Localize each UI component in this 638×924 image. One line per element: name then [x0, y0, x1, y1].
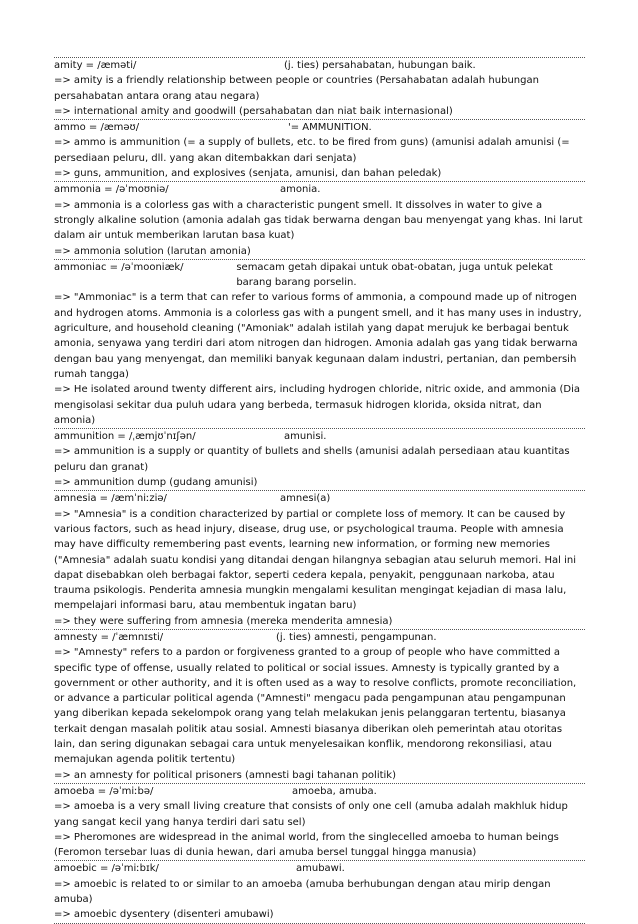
entry-meaning: amonia. — [280, 184, 321, 196]
entry-headword-line — [54, 120, 585, 135]
entry-term: ammonia = /əˈmoʊniə/ — [54, 184, 169, 196]
dictionary-entry — [54, 783, 585, 860]
dictionary-entry — [54, 181, 585, 258]
entry-meaning: (j. ties) amnesti, pengampunan. — [276, 631, 437, 643]
entry-term: amity = /æməti/ — [54, 60, 137, 71]
example-line: => ammunition is a supply or quantity of bullets and shells (amunisi adalah persediaan atau kuantitas peluru dan granat) — [54, 446, 570, 473]
entry-meaning: (j. ties) persahabatan, hubungan baik. — [284, 60, 476, 71]
example-line: => He isolated around twenty different airs, including hydrogen chloride, nitric oxide, and ammonia (Dia mengisolasi sekitar dua puluh udara yang berbeda, termasuk hidrogen klorida, oksida nitrat, dan amonia) — [54, 384, 581, 426]
entry-term: amoeba = /əˈmiːbə/ — [54, 785, 154, 797]
entry-term: ammoniac = /əˈmooniæk/ — [54, 261, 184, 273]
example-line: => "Amnesty" refers to a pardon or forgiveness granted to a group of people who have committed a specific type of offense, usually related to political or social issues. Amnesty is typically granted by a government or other authority, and it is often used as a way to resolve conflicts, promote reconciliation, or advance a particular political agenda ("Amnesti" mengacu pada pengampunan atau pengampunan yang diberikan kepada sekelompok orang yang telah melakukan jenis pelanggaran tertentu, biasanya terkait dengan masalah politik atau sosial. Amnesti biasanya diberikan oleh pemerintah atau otoritas lain, dan sering digunakan sebagai cara untuk menyelesaikan konflik, mendorong rekonsiliasi, atau memajukan agenda politik tertentu) — [54, 647, 577, 766]
entry-meaning: amubawi. — [296, 863, 345, 875]
entry-headword-line — [54, 260, 585, 291]
dictionary-entry — [54, 860, 585, 923]
entry-headword-line — [54, 491, 585, 506]
entry-meaning: '= AMMUNITION. — [288, 122, 372, 134]
example-line: => guns, ammunition, and explosives (senjata, amunisi, dan bahan peledak) — [54, 168, 442, 180]
entry-headword-line — [54, 861, 585, 876]
entry-headword-line — [54, 784, 585, 799]
example-line: => "Amnesia" is a condition characterized by partial or complete loss of memory. It can be caused by various factors, such as head injury, disease, drug use, or psychological trauma. People with amnesia may have difficulty remembering past events, learning new information, or forming new memories ("Amnesia" adalah suatu kondisi yang ditandai dengan hilangnya sebagian atau seluruh memori. Hal ini dapat disebabkan oleh berbagai faktor, seperti cedera kepala, penyakit, penggunaan narkoba, atau trauma psikologis. Penderita amnesia mungkin mengalami kesulitan mengingat kejadian di masa lalu, mempelajari informasi baru, atau membentuk ingatan baru) — [54, 508, 576, 612]
example-line: => amoebic dysentery (disenteri amubawi) — [54, 909, 274, 921]
example-line: => amity is a friendly relationship between people or countries (Persahabatan adalah hubungan persahabatan antara orang atau negara) — [54, 75, 539, 102]
entry-headword-line — [54, 429, 585, 444]
entry-term: ammunition = /ˌæmjʊˈnɪʃən/ — [54, 431, 196, 443]
example-line: => ammonia is a colorless gas with a characteristic pungent smell. It dissolves in water to give a strongly alkaline solution (amonia adalah gas tidak berwarna dengan bau menyengat yang khas. Ini larut dalam air untuk memberikan larutan basa kuat) — [54, 199, 583, 242]
entry-headword-line — [54, 182, 585, 197]
dictionary-entry — [54, 490, 585, 629]
dictionary-entry — [54, 629, 585, 783]
example-line: => they were suffering from amnesia (mereka menderita amnesia) — [54, 615, 393, 627]
example-line: => ammunition dump (gudang amunisi) — [54, 477, 258, 489]
dictionary-page — [54, 57, 585, 924]
entry-term: ammo = /æməʊ/ — [54, 122, 140, 134]
dictionary-entry — [54, 119, 585, 181]
example-line: => ammonia solution (larutan amonia) — [54, 245, 251, 257]
entry-meaning: amnesi(a) — [280, 493, 331, 505]
entry-headword-line — [54, 58, 585, 73]
example-line: => "Ammoniac" is a term that can refer to various forms of ammonia, a compound made up of nitrogen and hydrogen atoms. Ammonia is a colorless gas with a pungent smell, and it has many uses in industry, agriculture, and household cleaning ("Amoniak" adalah istilah yang dapat merujuk ke berbagai bentuk amonia, senyawa yang terdiri dari atom nitrogen dan hidrogen. Amonia adalah gas yang tidak berwarna dengan bau yang menyengat, dan memiliki banyak kegunaan dalam industri, pertanian, dan pembersih rumah tangga) — [54, 292, 582, 380]
example-line: => amoeba is a very small living creature that consists of only one cell (amuba adalah makhluk hidup yang sangat kecil yang hanya terdiri dari satu sel) — [54, 801, 568, 828]
example-line: => ammo is ammunition (= a supply of bullets, etc. to be fired from guns) (amunisi adalah amunisi (= persediaan peluru, dll. yang akan ditembakkan dari senjata) — [54, 137, 570, 164]
dictionary-entry — [54, 57, 585, 119]
entry-meaning: amunisi. — [284, 431, 327, 443]
entry-term: amnesia = /æmˈniːziə/ — [54, 493, 167, 505]
example-line: => Pheromones are widespread in the animal world, from the singlecelled amoeba to human beings (Feromon tersebar luas di dunia hewan, dari amuba bersel tunggal hingga manusia) — [54, 831, 559, 859]
entry-headword-line — [54, 630, 585, 645]
dictionary-entry — [54, 428, 585, 490]
entry-term: amoebic = /əˈmiːbɪk/ — [54, 863, 159, 875]
entry-meaning: amoeba, amuba. — [292, 785, 377, 797]
example-line: => an amnesty for political prisoners (amnesti bagi tahanan politik) — [54, 769, 396, 781]
entry-meaning: semacam getah dipakai untuk obat-obatan, juga untuk pelekat barang barang porselin. — [236, 261, 553, 289]
example-line: => international amity and goodwill (persahabatan dan niat baik internasional) — [54, 105, 453, 117]
dictionary-entry — [54, 259, 585, 428]
example-line: => amoebic is related to or similar to an amoeba (amuba berhubungan dengan atau mirip dengan amuba) — [54, 878, 551, 906]
entry-term: amnesty = /ˈæmnɪsti/ — [54, 631, 164, 643]
